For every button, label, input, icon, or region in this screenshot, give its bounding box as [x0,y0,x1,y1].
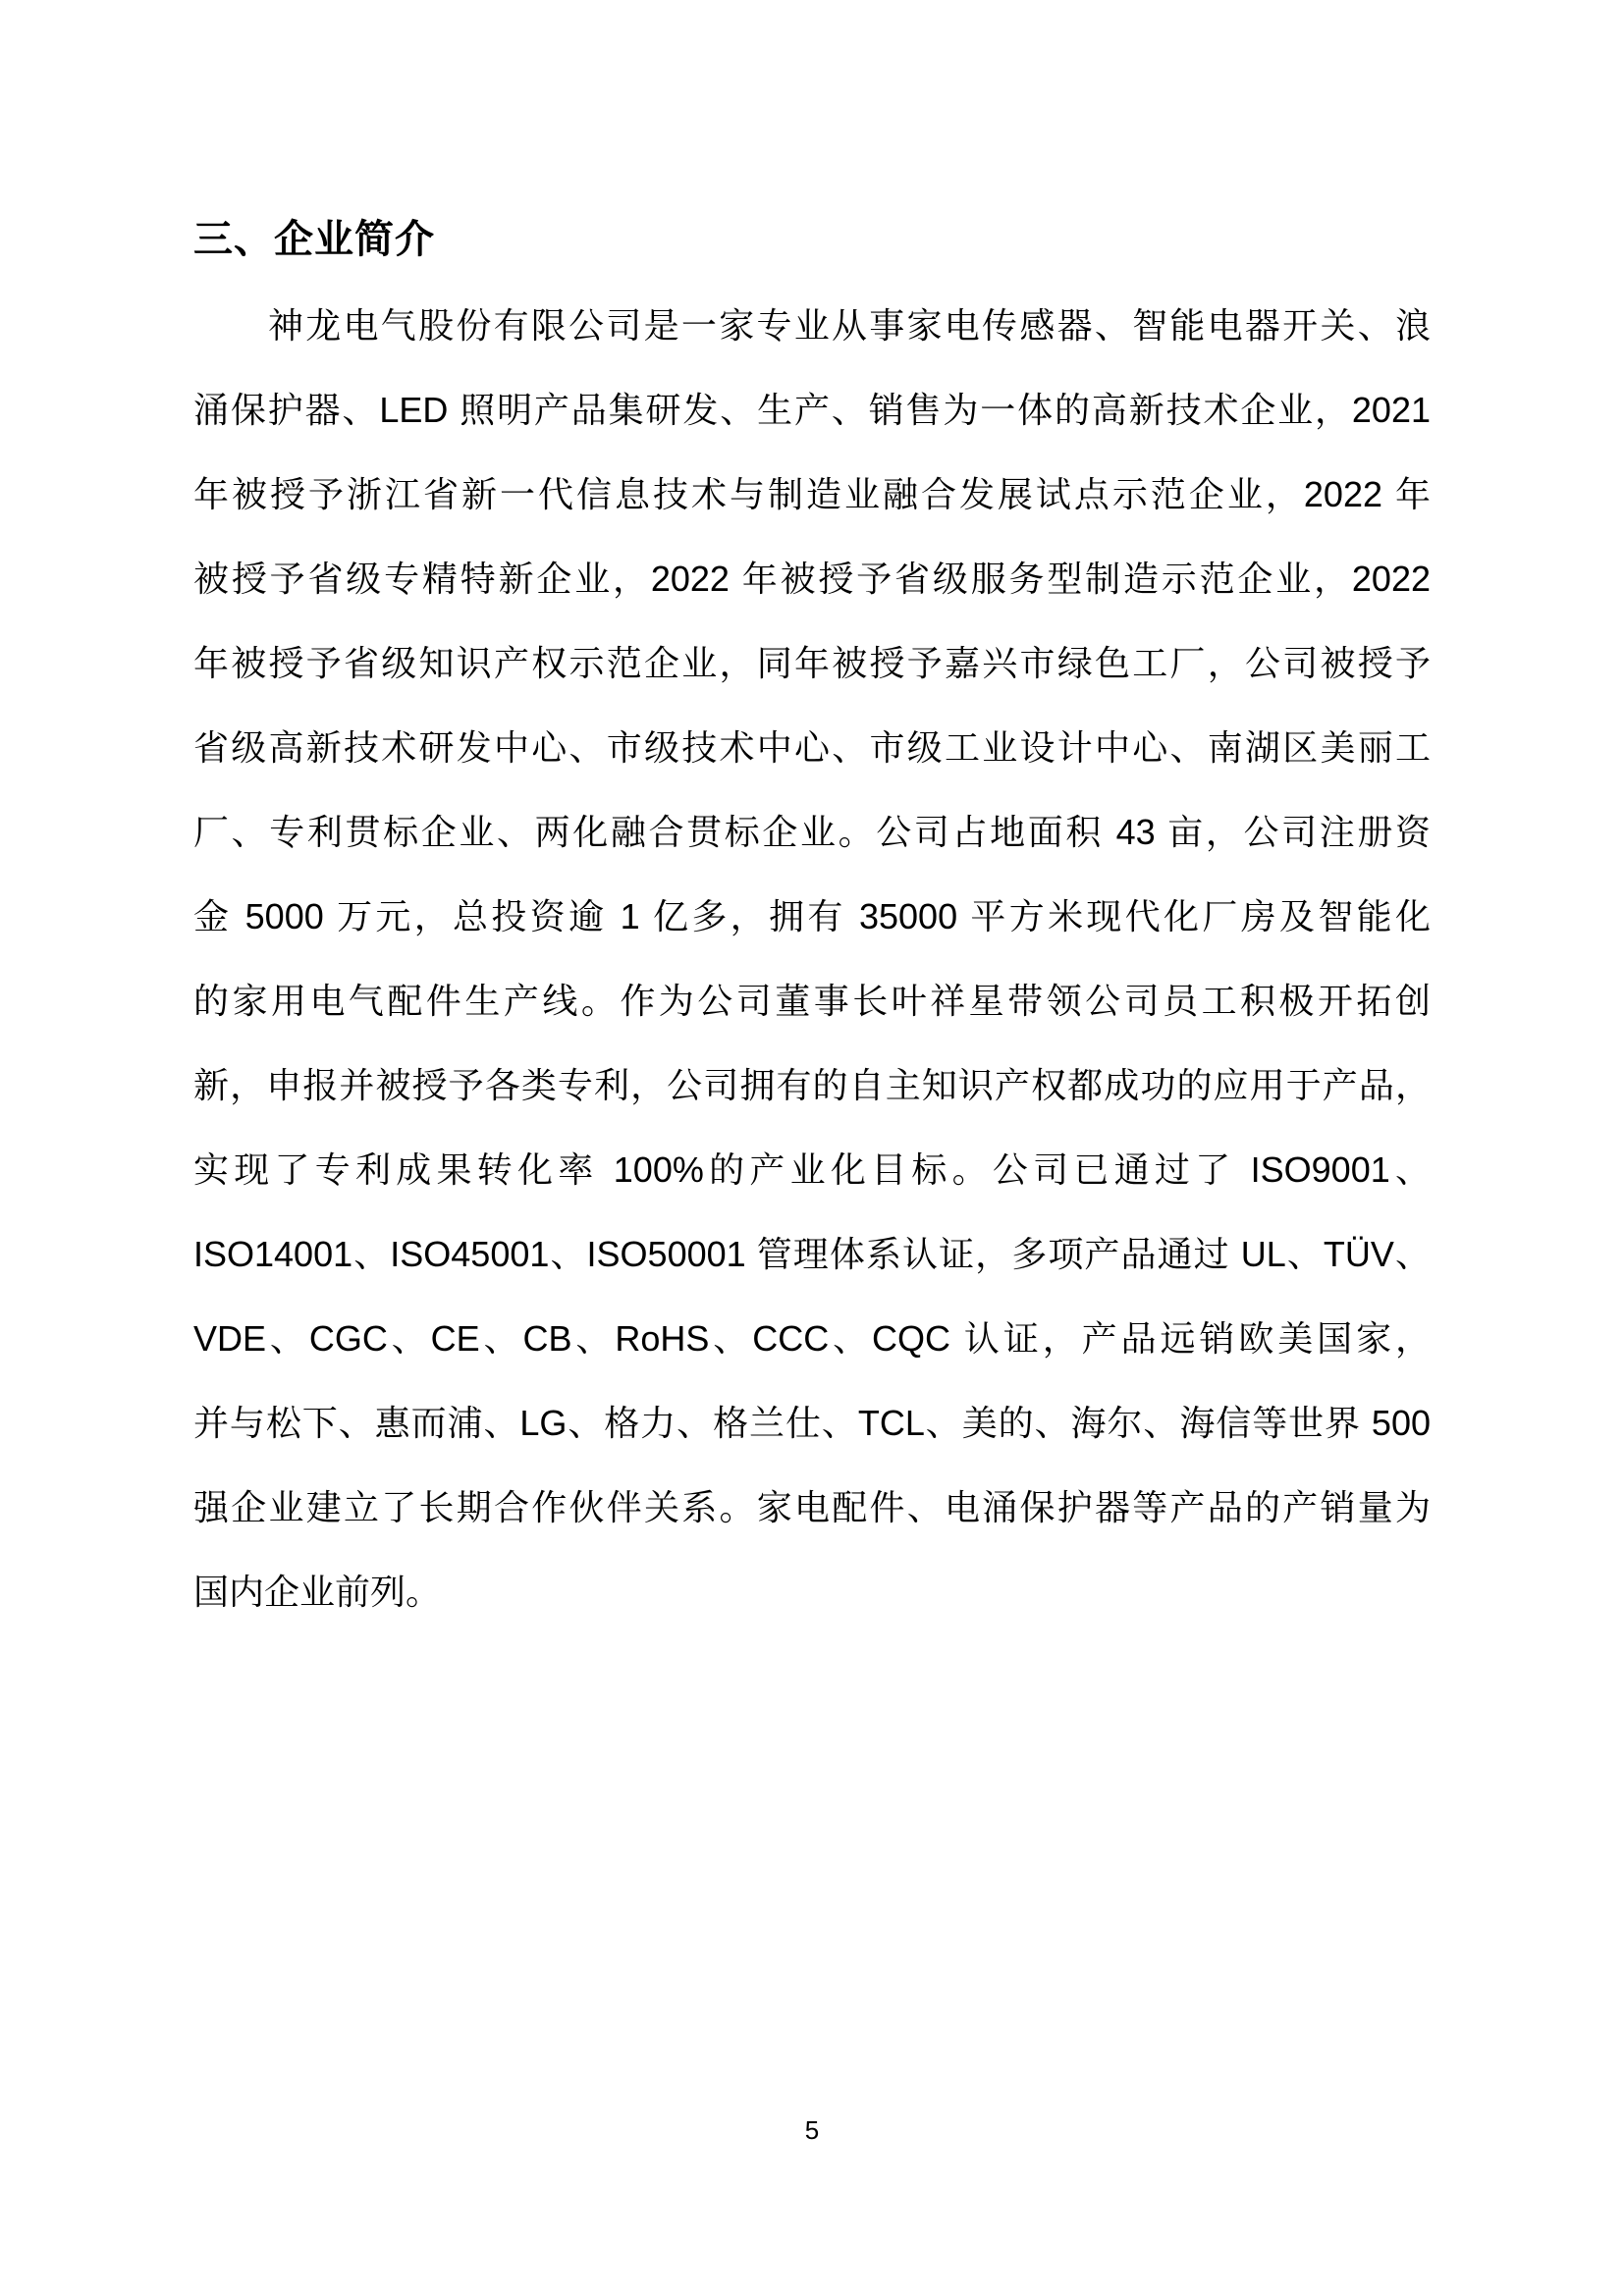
paragraph [193,284,1431,1634]
paragraph-line: 新，申报并被授予各类专利，公司拥有的自主知识产权都成功的应用于产品， [193,1065,1431,1105]
paragraph-line: 被授予省级专精特新企业，2022 年被授予省级服务型制造示范企业，2022 [193,559,1431,599]
paragraph-line: 年被授予浙江省新一代信息技术与制造业融合发展试点示范企业，2022 年 [193,474,1431,514]
paragraph-line: 金 5000 万元，总投资逾 1 亿多，拥有 35000 平方米现代化厂房及智能化 [193,896,1431,936]
paragraph-line: 并与松下、惠而浦、LG、格力、格兰仕、TCL、美的、海尔、海信等世界 500 [193,1403,1431,1443]
paragraph-line: 神龙电气股份有限公司是一家专业从事家电传感器、智能电器开关、浪 [268,305,1431,346]
paragraph-line: 的家用电气配件生产线。作为公司董事长叶祥星带领公司员工积极开拓创 [193,981,1431,1021]
paragraph-line: 实现了专利成果转化率 100%的产业化目标。公司已通过了 ISO9001、 [193,1149,1431,1190]
paragraph-line: ISO14001、ISO45001、ISO50001 管理体系认证，多项产品通过 UL、TÜV、 [193,1234,1431,1274]
paragraph-line: 强企业建立了长期合作伙伴关系。家电配件、电涌保护器等产品的产销量为 [193,1487,1431,1527]
page-number: 5 [804,2115,820,2145]
paragraph-line: VDE、CGC、CE、CB、RoHS、CCC、CQC 认证，产品远销欧美国家， [193,1318,1431,1359]
paragraph-line: 省级高新技术研发中心、市级技术中心、市级工业设计中心、南湖区美丽工 [193,727,1431,768]
paragraph-line: 年被授予省级知识产权示范企业，同年被授予嘉兴市绿色工厂，公司被授予 [193,643,1431,683]
paragraph-line: 涌保护器、LED 照明产品集研发、生产、销售为一体的高新技术企业，2021 [193,390,1431,430]
paragraph-line: 厂、专利贯标企业、两化融合贯标企业。公司占地面积 43 亩，公司注册资 [193,812,1431,852]
section-heading: 三、企业简介 [193,218,435,261]
paragraph-line: 国内企业前列。 [193,1572,442,1612]
